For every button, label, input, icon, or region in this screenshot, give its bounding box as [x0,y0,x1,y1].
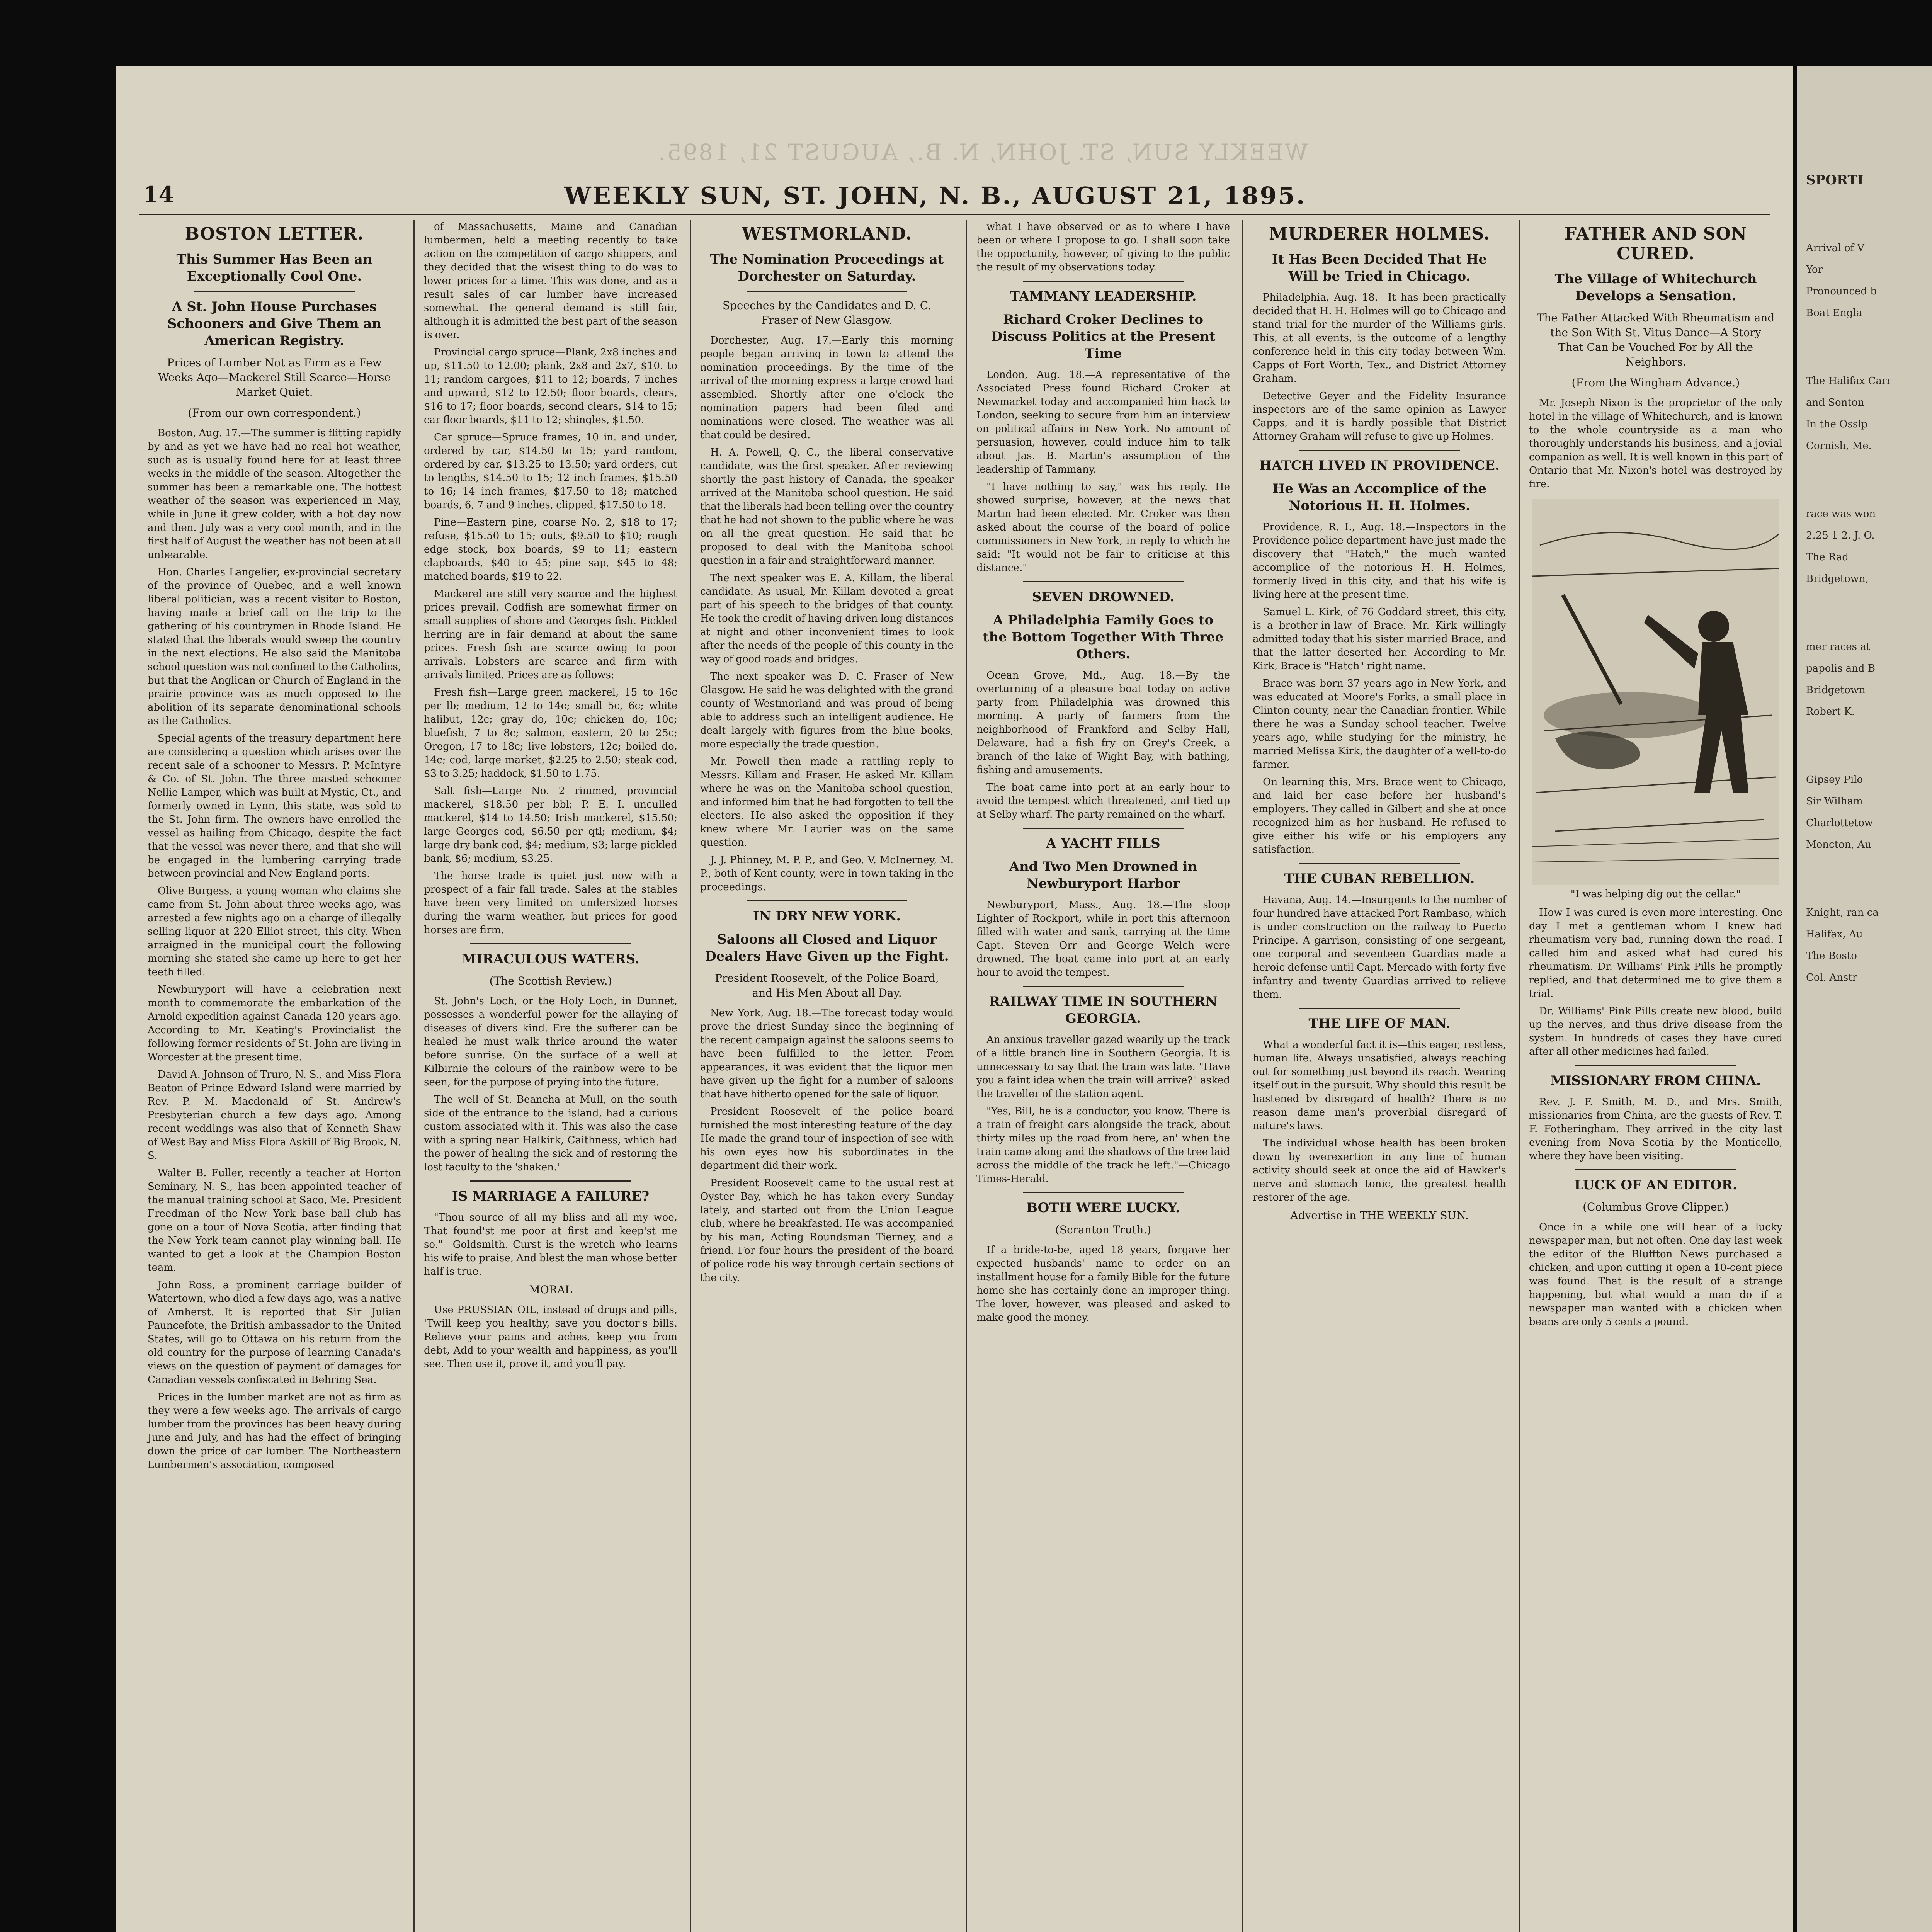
column-rule [1519,220,1520,1932]
adjacent-page-line: Col. Anstr [1806,972,1857,983]
paragraph: If a bride-to-be, aged 18 years, forgave her expected husbands' name to order on an installment house for a family Bible for the future home she has certainly done an improper thing. The lover, however, was pleased and asked to make good the money. [976,1244,1230,1323]
column-rule [966,220,967,1932]
divider [1299,863,1460,864]
paragraph: H. A. Powell, Q. C., the liberal conservative candidate, was the first speaker. After reviewing shortly the past history of Canada, the speaker arrived at the Manitoba school question. He said that the liberals had been telling over the country that he had not shown to the public where he was on all the great question. He said that he proposed to deal with the Manitoba school question in a fair and straightforward manner. [700,447,954,566]
column-3 [692,220,962,1932]
divider [747,291,907,292]
paragraph: The next speaker was E. A. Killam, the liberal candidate. As usual, Mr. Killam devoted a great part of his speech to the bridges of that county. He took the credit of having driven long distances at night and other inconvenient times to look after the needs of the people of this county in the way of good roads and bridges. [700,572,954,665]
divider [1575,1065,1736,1066]
paragraph: "Yes, Bill, he is a conductor, you know. There is a train of freight cars alongside the track, about thirty miles up the road from here, an' when the train came along and the shadows of the tree laid across the middle of the track he left."—Chicago Times-Herald. [976,1105,1230,1185]
paragraph: Car spruce—Spruce frames, 10 in. and under, ordered by car, $14.50 to 15; yard random, ordered by car, $13.25 to 13.50; yard orders, cut to lengths, $14.50 to 15; 12 inch frames, $15.50 to 16; 14 inch frames, $17.50 to 18; matched boards, 6, 7 and 9 inches, clipped, $17.50 to 18. [424,432,677,511]
adjacent-page-heading: SPORTI [1806,172,1864,188]
paragraph: Pine—Eastern pine, coarse No. 2, $18 to 17; refuse, $15.50 to 15; outs, $9.50 to $10; rough edge stock, box boards, $9 to 11; eastern clapboards, $40 to 45; pine sap, $45 to 48; matched boards, $19 to 22. [424,517,677,582]
article-heading: MURDERER HOLMES. [1269,224,1490,244]
article-deck: Richard Croker Declines to Discuss Politics at the Present Time [991,312,1216,361]
adjacent-page-line: The Bosto [1806,950,1857,962]
adjacent-page-line: Pronounced b [1806,286,1877,297]
adjacent-page-line: papolis and B [1806,663,1875,674]
subheading: MIRACULOUS WATERS. [462,951,639,967]
divider [1023,986,1184,987]
article-heading: WESTMORLAND. [742,224,912,244]
adjacent-page-line: The Halifax Carr [1806,375,1891,387]
masthead [139,178,1770,215]
article-deck: A St. John House Purchases Schooners and Give Them an American Registry. [167,299,382,349]
subheading: SEVEN DROWNED. [1032,589,1175,605]
adjacent-page-line: Arrival of V [1806,242,1865,254]
paragraph: What a wonderful fact it is—this eager, restless, human life. Always unsatisfied, always reaching out for something just beyond its reach. Wearing itself out in the pursuit. Why should this result be hastened by disregard of health? There is no reason dame man's proverbial disregard of nature's laws. [1253,1039,1506,1132]
paragraph: Prices in the lumber market are not as firm as they were a few weeks ago. The arrivals of cargo lumber from the provinces has been heavy during June and July, and has had the effect of bringing down the price of car lumber. The Northeastern Lumbermen's association, composed [148,1391,401,1471]
subheading: THE LIFE OF MAN. [1308,1016,1451,1031]
adjacent-page-line: Knight, ran ca [1806,907,1879,918]
subheading: RAILWAY TIME IN SOUTHERN GEORGIA. [989,994,1218,1026]
source-credit: (From the Wingham Advance.) [1571,376,1740,389]
paragraph: of Massachusetts, Maine and Canadian lumbermen, held a meeting recently to take action on the competition of cargo shippers, and they decided that the wisest thing to do was to lower prices for a time. This was done, and as a result sales of car lumber have increased somewhat. The general demand is still fair, although it is admitted the best part of the season is over. [424,221,677,341]
paragraph: How I was cured is even more interesting. One day I met a gentleman whom I knew had rheumatism very bad, running down the road. I called him and asked what had cured his rheumatism. Dr. Williams' Pink Pills he promptly replied, and that determined me to give them a trial. [1529,907,1782,1000]
column-1 [139,220,410,1932]
paragraph: Olive Burgess, a young woman who claims she came from St. John about three weeks ago, was arrested a few nights ago on a charge of illegally selling liquor at 220 Elliot street, this city. When arraigned in the municipal court the following morning she stated she came up here to get her teeth filled. [148,885,401,978]
subheading: A YACHT FILLS [1046,836,1160,851]
divider [1023,828,1184,829]
paragraph: Philadelphia, Aug. 18.—It has been practically decided that H. H. Holmes will go to Chicago and stand trial for the murder of the Williams girls. This, at all events, is the outcome of a lengthy conference held in this city today between Wm. Capps of Fort Worth, Tex., and District Attorney Graham. [1253,292,1506,384]
adjacent-page-line: Bridgetown [1806,684,1866,696]
engraving-illustration [1532,499,1779,885]
advertisement-line: Advertise in THE WEEKLY SUN. [1290,1209,1469,1222]
divider [1023,1192,1184,1193]
paragraph: Providence, R. I., Aug. 18.—Inspectors in the Providence police department have just made the discovery that "Hatch," the much wanted accomplice of the notorious H. H. Holmes, formerly lived in this city, and that his wife is living here at the present time. [1253,521,1506,600]
article-heading: FATHER AND SON CURED. [1564,224,1747,264]
paragraph: Dorchester, Aug. 17.—Early this morning people began arriving in town to attend the nomination proceedings. By the time of the arrival of the morning express a large crowd had assembled. Shortly after one o'clock the nomination papers had been filed and nominations were closed. The weather was all that could be desired. [700,335,954,441]
subheading: HATCH LIVED IN PROVIDENCE. [1259,458,1500,473]
subheading: LUCK OF AN EDITOR. [1574,1177,1737,1193]
paragraph: Rev. J. F. Smith, M. D., and Mrs. Smith, missionaries from China, are the guests of Rev. T. F. Fotheringham. They arrived in the city last evening from Nova Scotia by the Monticello, where they have been visiting. [1529,1096,1782,1162]
article-deck: President Roosevelt, of the Police Board, and His Men About all Day. [715,972,939,999]
paragraph: David A. Johnson of Truro, N. S., and Miss Flora Beaton of Prince Edward Island were married by Rev. P. M. Macdonald of St. Andrew's Presbyterian church a few days ago. Among recent weddings was also that of Kenneth Shaw of West Bay and Miss Flora Askill of Big Brook, N. S. [148,1069,401,1162]
paragraph: Brace was born 37 years ago in New York, and was educated at Moore's Forks, a small place in Clinton county, near the Canadian frontier. While there he was a Sunday school teacher. Twelve years ago, while studying for the ministry, he married Melissa Kirk, the daughter of a well-to-do farmer. [1253,678,1506,770]
subheading: MORAL [529,1283,572,1296]
paragraph: Detective Geyer and the Fidelity Insurance inspectors are of the same opinion as Lawyer Capps, and it is hardly possible that District Attorney Graham will refuse to give up Holmes. [1253,390,1506,442]
adjacent-page-line: race was won [1806,508,1876,520]
paragraph: Use PRUSSIAN OIL, instead of drugs and pills, 'Twill keep you healthy, save you doctor's bills. Relieve your pains and aches, keep you from debt, Add to your wealth and happiness, as you'll see. Then use it, prove it, and you'll pay. [424,1304,677,1370]
subheading: MISSIONARY FROM CHINA. [1550,1073,1761,1088]
subheading: IS MARRIAGE A FAILURE? [452,1189,650,1204]
paragraph: Mr. Joseph Nixon is the proprietor of the only hotel in the village of Whitechurch, and is known to the whole countryside as a man who thoroughly understands his business, and a jovial companion as well. It is well known in this part of Ontario that Mr. Nixon's hotel was destroyed by fire. [1529,397,1782,490]
article-deck: Saloons all Closed and Liquor Dealers Have Given up the Fight. [705,932,949,964]
article-deck: This Summer Has Been an Exceptionally Cool One. [176,252,372,284]
adjacent-page-line: Charlottetow [1806,817,1873,829]
article-deck: Speeches by the Candidates and D. C. Fraser of New Glasgow. [722,299,932,327]
paragraph: London, Aug. 18.—A representative of the Associated Press found Richard Croker at Newmarket today and accompanied him back to London, seeking to secure from him an interview on political affairs in New York. No amount of persuasion, however, could induce him to talk about Jas. B. Martin's assumption of the leadership of Tammany. [976,369,1230,475]
article-deck: He Was an Accomplice of the Notorious H. H. Holmes. [1272,481,1486,514]
adjacent-page-line: 2.25 1-2. J. O. [1806,530,1875,541]
column-4 [968,220,1238,1932]
divider [1023,581,1184,582]
source-credit: (The Scottish Review.) [489,975,612,987]
divider [1023,281,1184,282]
adjacent-page-line: Cornish, Me. [1806,440,1872,452]
subheading: TAMMANY LEADERSHIP. [1010,289,1197,304]
adjacent-page-line: Moncton, Au [1806,839,1871,850]
newspaper-title: WEEKLY SUN, ST. JOHN, N. B., AUGUST 21, 1895. [564,182,1306,210]
paragraph: "Thou source of all my bliss and all my woe, That found'st me poor at first and keep'st me so."—Goldsmith. Curst is the wretch who learns his wife to praise, And blest the man whose better half is true. [424,1212,677,1277]
paragraph: President Roosevelt came to the usual rest at Oyster Bay, which he has taken every Sunday lately, and started out from the Union League club, where he breakfasted. He was accompanied by his man, Acting Roundsman Tierney, and a friend. For four hours the president of the board of police rode his way through certain sections of the city. [700,1177,954,1284]
column-rule [1242,220,1243,1932]
adjacent-page-text [1797,66,1932,985]
subheading: IN DRY NEW YORK. [753,908,901,924]
bleed-through-masthead: WEEKLY SUN, ST. JOHN, N. B., AUGUST 21, 1895. [657,139,1308,165]
divider [470,1180,631,1182]
article-deck: A Philadelphia Family Goes to the Bottom Together With Three Others. [983,612,1224,662]
paragraph: Hon. Charles Langelier, ex-provincial secretary of the province of Quebec, and a well known liberal politician, was a recent visitor to Boston, having made a brief call on the trip to the gathering of his countrymen in Rhode Island. He stated that the liberals would sweep the country in the next elections. He also said the Manitoba school question was not confined to the Catholics, but that the Anglican or Church of England in the prairie province was as much opposed to the abolition of its separate denominational schools as the Catholics. [148,566,401,727]
adjacent-page-line: mer races at [1806,641,1871,653]
paragraph: New York, Aug. 18.—The forecast today would prove the driest Sunday since the beginning of the recent campaign against the saloons seems to have been fulfilled to the letter. From appearances, it was evident that the liquor men have given up the fight for a number of saloons that have hitherto opened for the sale of liquor. [700,1007,954,1100]
paragraph: Dr. Williams' Pink Pills create new blood, build up the nerves, and thus drive disease from the system. In hundreds of cases they have cured after all other medicines had failed. [1529,1005,1782,1058]
paragraph: On learning this, Mrs. Brace went to Chicago, and laid her case before her husband's employers. They called in Gilbert and she at once recognized him as her husband. He refused to give either his wife or his employers any satisfaction. [1253,776,1506,855]
paragraph: Newburyport will have a celebration next month to commemorate the embarkation of the Arnold expedition against Canada 120 years ago. According to Mr. Keating's Provincialist the following former residents of St. John are living in Worcester at the present time. [148,984,401,1063]
paragraph: The well of St. Beancha at Mull, on the south side of the entrance to the island, had a curious custom associated with it. This was also the case with a spring near Halkirk, Caithness, which had the power of healing the sick and of restoring the lost faculty to the 'shaken.' [424,1094,677,1173]
paragraph: St. John's Loch, or the Holy Loch, in Dunnet, possesses a wonderful power for the allaying of diseases of divers kind. Ere the sufferer can be healed he must walk thrice around the water before sunrise. On the surface of a well at Kilbirnie the colours of the rainbow were to be seen, for the purpose of prying into the future. [424,995,677,1088]
paragraph: Salt fish—Large No. 2 rimmed, provincial mackerel, $18.50 per bbl; P. E. I. unculled mackerel, $14 to 14.50; Irish mackerel, $15.50; large Georges cod, $6.50 per qtl; medium, $4; large dry bank cod, $4; medium, $3; large pickled bank, $6; medium, $3.25. [424,785,677,864]
divider [1299,450,1460,451]
divider [1299,1008,1460,1009]
paragraph: Special agents of the treasury department here are considering a question which arises over the recent sale of a schooner to Messrs. P. McIntyre & Co. of St. John. The three masted schooner Nellie Lamper, which was built at Mystic, Ct., and formerly owned in Lynn, this state, was sold to the St. John firm. The owners have enrolled the vessel as hailing from Chicago, despite the fact that the vessel was never there, and that she will be engaged in the lumbering carrying trade between provincial and New England ports. [148,733,401,879]
paragraph: President Roosevelt of the police board furnished the most interesting feature of the day. He made the grand tour of inspection of see with his own eyes how his subordinates in the department did their work. [700,1106,954,1172]
paragraph: Mr. Powell then made a rattling reply to Messrs. Killam and Fraser. He asked Mr. Killam where he was on the Manitoba school question, and informed him that he had forgotten to tell the electors. He also asked the opposition if they knew where Mr. Laurier was on the same question. [700,756,954,849]
paragraph: Ocean Grove, Md., Aug. 18.—By the overturning of a pleasure boat today on active party from Philadelphia was drowned this morning. A party of farmers from the neighborhood of Frankford and Selby Hall, Delaware, had a fish fry on Grey's Creek, a branch of the lake of Wight Bay, with bathing, fishing and amusements. [976,670,1230,776]
column-rule [413,220,415,1932]
newspaper-page [116,66,1793,1932]
adjacent-page-strip [1797,66,1932,1932]
paragraph: The next speaker was D. C. Fraser of New Glasgow. He said he was delighted with the grand county of Westmorland and was proud of being able to address such an intelligent audience. He dealt largely with figures from the blue books, more especially the trade question. [700,671,954,750]
subheading: BOTH WERE LUCKY. [1026,1200,1180,1216]
divider [470,943,631,944]
paragraph: Boston, Aug. 17.—The summer is flitting rapidly by and as yet we have had no real hot weather, such as is usually found here for at least three weeks in the middle of the season. Altogether the summer has been a remarkable one. The hottest weather of the season was experienced in May, while in June it grew colder, with a hot day now and then. July was a very cool month, and in the first half of August the weather has not been at all unbearable. [148,427,401,561]
divider [1575,1169,1736,1170]
paragraph: An anxious traveller gazed wearily up the track of a little branch line in Southern Georgia. It is unnecessary to say that the train was late. "Have you a faint idea when the train will arrive?" asked the traveller of the station agent. [976,1034,1230,1100]
page-number: 14 [143,182,174,208]
source-credit: (Columbus Grove Clipper.) [1583,1201,1729,1213]
article-deck: Prices of Lumber Not as Firm as a Few Weeks Ago—Mackerel Still Scarce—Horse Market Quiet. [158,356,391,398]
divider [194,291,355,292]
adjacent-page-line: The Rad [1806,551,1849,563]
article-heading: BOSTON LETTER. [185,224,364,244]
paragraph: Fresh fish—Large green mackerel, 15 to 16c per lb; medium, 12 to 14c; small 5c, 6c; white halibut, 12c; gray do, 10c; chicken do, 10c; bluefish, 7 to 8c; salmon, eastern, 20 to 25c; Oregon, 17 to 18c; live lobsters, 12c; boiled do, 14c; cod, large market, $2.25 to 2.50; steak cod, $3 to 3.25; haddock, $1.50 to 1.75. [424,687,677,779]
paragraph: Once in a while one will hear of a lucky newspaper man, but not often. One day last week the editor of the Bluffton News purchased a chicken, and upon cutting it open a 10-cent piece was found. That is the result of a strange happening, but what would a man do if a newspaper man wanted with a chicken when beans are only 5 cents a pound. [1529,1221,1782,1328]
column-6 [1520,220,1791,1932]
adjacent-page-line: Halifax, Au [1806,929,1863,940]
paragraph: Provincial cargo spruce—Plank, 2x8 inches and up, $11.50 to 12.00; plank, 2x8 and 2x7, $10. to 11; random cargoes, $11 to 12; boards, 7 inches and upward, $12 to 12.50; floor boards, clears, $16 to 17; floor boards, second clears, $14 to 15; car floor boards, $11 to 12; shingles, $1.50. [424,347,677,426]
paragraph: The horse trade is quiet just now with a prospect of a fair fall trade. Sales at the stables have been very limited on undersized horses during the warm weather, but prices for good horses are firm. [424,870,677,936]
paragraph: Mackerel are still very scarce and the highest prices prevail. Codfish are somewhat firmer on small supplies of shore and Georges fish. Pickled herring are in fair demand at about the same prices. Fresh fish are scarce owing to poor arrivals. Lobsters are scarce and firm with arrivals limited. Prices are as follows: [424,588,677,681]
article-deck: And Two Men Drowned in Newburyport Harbor [1009,859,1197,891]
illustration-caption: "I was helping dig out the cellar." [1570,888,1741,900]
paragraph: Havana, Aug. 14.—Insurgents to the number of four hundred have attacked Port Rambaso, which is under construction on the railway to Puerto Principe. A garrison, consisting of one sergeant, one corporal and seventeen Guardias made a heroic defense until Capt. Mercado with forty-five infantry and twenty Guardias arrived to relieve them. [1253,894,1506,1000]
column-rule [690,220,691,1932]
paragraph: J. J. Phinney, M. P. P., and Geo. V. McInerney, M. P., both of Kent county, were in town taking in the proceedings. [700,854,954,893]
adjacent-page-line: Sir Wilham [1806,796,1863,807]
paragraph: Walter B. Fuller, recently a teacher at Horton Seminary, N. S., has been appointed teacher of the manual training school at Saco, Me. President Freedman of the New York base ball club has gone on a tour of Nova Scotia, after finding that the New York team cannot play winning ball. He wanted to get a look at the Champion Boston team. [148,1167,401,1274]
article-deck: The Father Attacked With Rheumatism and the Son With St. Vitus Dance—A Story That Can be Vouched For by All the Neighbors. [1537,311,1775,368]
adjacent-page-line: Bridgetown, [1806,573,1869,585]
adjacent-page-line: Gipsey Pilo [1806,774,1863,786]
byline: (From our own correspondent.) [188,406,361,419]
article-deck: It Has Been Decided That He Will be Tried in Chicago. [1272,252,1487,284]
article-deck: The Village of Whitechurch Develops a Sensation. [1554,271,1757,304]
divider [747,900,907,901]
paragraph: Samuel L. Kirk, of 76 Goddard street, this city, is a brother-in-law of Brace. Mr. Kirk willingly admitted today that his sister married Brace, and that the latter deserted her. According to Mr. Kirk, Brace is "Hatch" right name. [1253,606,1506,672]
adjacent-page-line: and Sonton [1806,397,1864,408]
paragraph: what I have observed or as to where I have been or where I propose to go. I shall soon take the opportunity, however, of giving to the public the result of my observations today. [976,221,1230,273]
adjacent-page-line: In the Osslp [1806,418,1868,430]
column-5 [1244,220,1515,1932]
adjacent-page-line: Boat Engla [1806,307,1862,319]
paragraph: John Ross, a prominent carriage builder of Watertown, who died a few days ago, was a native of Amherst. It is reported that Sir Julian Pauncefote, the British ambassador to the United States, will go to Ottawa on his return from the old country for the purpose of learning Canada's views on the question of payment of damages for Canadian vessels confiscated in Behring Sea. [148,1279,401,1386]
adjacent-page-line: Robert K. [1806,706,1855,718]
paragraph: "I have nothing to say," was his reply. He showed surprise, however, at the news that Martin had been elected. Mr. Croker was then asked about the course of the board of police commissioners in New York, in reply to which he said: "It would not be fair to criticise at this distance." [976,481,1230,574]
subheading: THE CUBAN REBELLION. [1284,871,1475,886]
paragraph: Newburyport, Mass., Aug. 18.—The sloop Lighter of Rockport, while in port this afternoon filled with water and sank, carrying at the time Capt. Steven Orr and George Welch were drowned. The boat came into port at an early hour to avoid the tempest. [976,899,1230,978]
article-deck: The Nomination Proceedings at Dorchester on Saturday. [710,252,944,284]
adjacent-page-line: Yor [1806,264,1823,276]
paragraph: The individual whose health has been broken down by overexertion in any line of human activity should seek at once the aid of Hawker's nerve and stomach tonic, the greatest health restorer of the age. [1253,1138,1506,1203]
column-2 [415,220,686,1932]
source-credit: (Scranton Truth.) [1055,1223,1151,1236]
paragraph: The boat came into port at an early hour to avoid the tempest which threatened, and tied up at Selby wharf. The party remained on the wharf. [976,782,1230,820]
